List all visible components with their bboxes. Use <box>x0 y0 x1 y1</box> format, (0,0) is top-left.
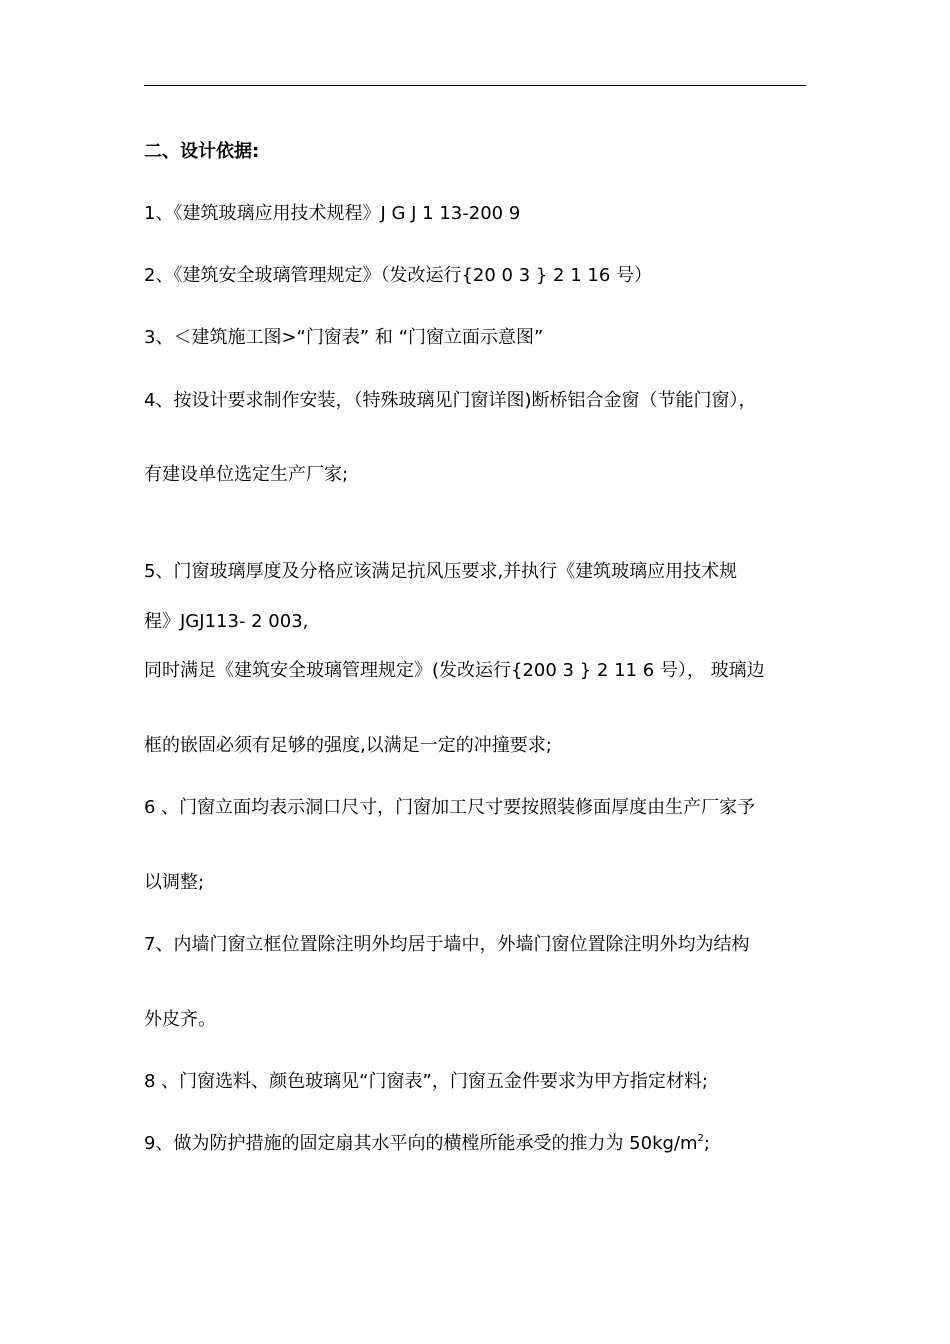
basis-item-2: 2、《建筑安全玻璃管理规定》（发改运行{20 0 3 } 2 1 16 号） <box>144 265 653 286</box>
basis-item-1: 1、《建筑玻璃应用技术规程》J G J 1 13-200 9 <box>144 203 521 224</box>
basis-item-6-line-1: 6 、门窗立面均表示洞口尺寸，门窗加工尺寸要按照装修面厚度由生产厂家予 <box>144 797 756 818</box>
basis-item-5-line-2: 程》JGJ113- 2 003, <box>144 611 309 632</box>
basis-item-5-line-1: 5、门窗玻璃厚度及分格应该满足抗风压要求,并执行《建筑玻璃应用技术规 <box>144 561 738 582</box>
section-title: 二、设计依据: <box>144 141 260 162</box>
basis-item-4-line-1: 4、按设计要求制作安装，（特殊玻璃见门窗详图)断桥铝合金窗（节能门窗）， <box>144 390 757 411</box>
basis-item-7-line-2: 外皮齐。 <box>144 1009 216 1030</box>
basis-item-9-suffix: ; <box>703 1133 710 1154</box>
basis-item-5-line-4: 框的嵌固必须有足够的强度,以满足一定的冲撞要求; <box>144 735 552 756</box>
superscript-2: 2 <box>697 1133 704 1144</box>
basis-item-7-line-1: 7、内墙门窗立框位置除注明外均居于墙中，外墙门窗位置除注明外均为结构 <box>144 934 750 955</box>
header-rule <box>144 85 806 86</box>
basis-item-5-line-3: 同时满足《建筑安全玻璃管理规定》(发改运行{200 3 } 2 11 6 号）， 玻璃边 <box>144 660 765 681</box>
basis-item-9-text: 9、做为防护措施的固定扇其水平向的横樘所能承受的推力为 50kg/m <box>144 1133 698 1154</box>
basis-item-6-line-2: 以调整; <box>144 872 205 893</box>
basis-item-9 <box>144 1131 710 1157</box>
basis-item-8: 8 、门窗选料、颜色玻璃见“门窗表”，门窗五金件要求为甲方指定材料; <box>144 1071 708 1092</box>
basis-item-4-line-2: 有建设单位选定生产厂家; <box>144 464 349 485</box>
basis-item-3: 3、＜建筑施工图>“门窗表” 和 “门窗立面示意图” <box>144 327 544 348</box>
